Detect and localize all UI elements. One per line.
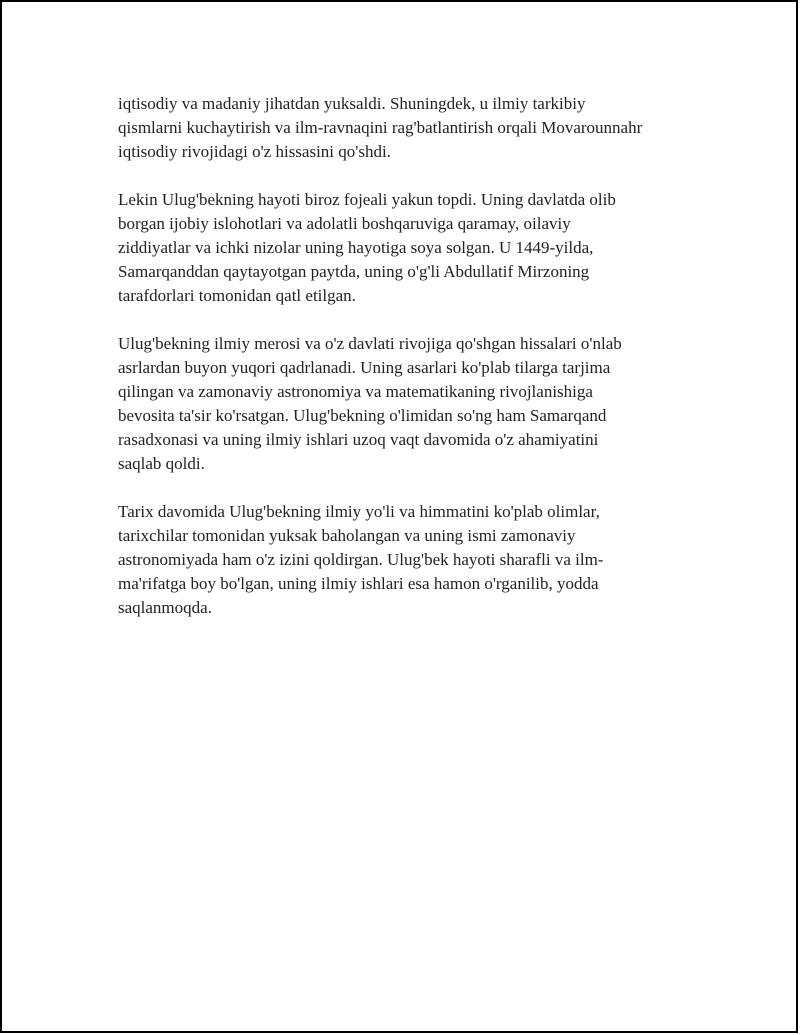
paragraph-1: iqtisodiy va madaniy jihatdan yuksaldi. Shuningdek, u ilmiy tarkibiy qismlarni kuchaytirish va ilm-ravnaqini rag'batlantirish orqali Movarounnahr iqtisodiy rivojidagi o'z hissasini qo'shdi.	[118, 94, 643, 161]
paragraph-4: Tarix davomida Ulug'bekning ilmiy yo'li va himmatini ko'plab olimlar, tarixchilar tomonidan yuksak baholangan va uning ismi zamonaviy astronomiyada ham o'z izini qoldirgan. Ulug'bek hayoti sharafli va ilm- ma'rifatga boy bo'lgan, uning ilmiy ishlari esa hamon o'rganilib, yodda saqlanmoqda.	[118, 502, 604, 617]
document-body	[118, 92, 698, 644]
document-page	[1, 1, 797, 1032]
paragraph-2: Lekin Ulug'bekning hayoti biroz fojeali yakun topdi. Uning davlatda olib borgan ijobiy islohotlari va adolatli boshqaruviga qaramay, oilaviy ziddiyatlar va ichki nizolar uning hayotiga soya solgan. U 1449-yilda, Samarqanddan qaytayotgan paytda, uning o'g'li Abdullatif Mirzoning tarafdorlari tomonidan qatl etilgan.	[118, 190, 616, 305]
paragraph-3: Ulug'bekning ilmiy merosi va o'z davlati rivojiga qo'shgan hissalari o'nlab asrlardan buyon yuqori qadrlanadi. Uning asarlari ko'plab tilarga tarjima qilingan va zamonaviy astronomiya va matematikaning rivojlanishiga bevosita ta'sir ko'rsatgan. Ulug'bekning o'limidan so'ng ham Samarqand rasadxonasi va uning ilmiy ishlari uzoq vaqt davomida o'z ahamiyatini saqlab qoldi.	[118, 334, 622, 473]
